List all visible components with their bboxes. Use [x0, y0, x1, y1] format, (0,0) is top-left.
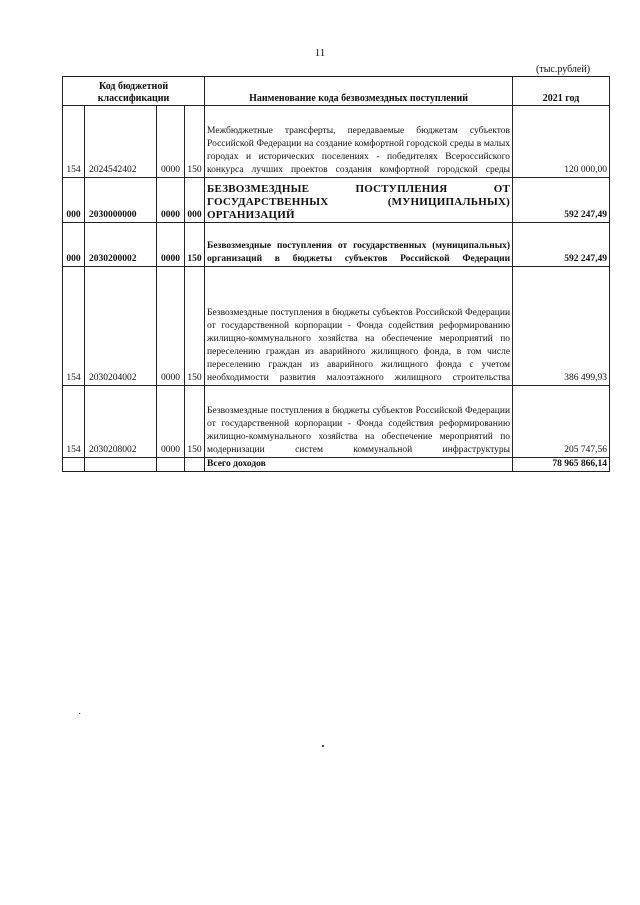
group-code-cell: 150 [185, 386, 205, 458]
amount-cell: 205 747,56 [513, 386, 610, 458]
header-code-classification: Код бюджетной классификации [63, 77, 205, 106]
scan-speck [322, 745, 324, 747]
revenue-name-cell: Безвозмездные поступления в бюджеты субъектов Российской Федерации от государственной корпорации - Фонда содействия реформированию жилищно-коммунального хозяйства на обеспечение мероприятий по модернизации систем коммунальной инфраструктуры [205, 386, 513, 458]
amount-cell: 386 499,93 [513, 267, 610, 386]
header-year: 2021 год [513, 77, 610, 106]
table-row [63, 178, 610, 223]
kbk-code-cell: 2030204002 [85, 267, 157, 386]
scan-speck: ˙ [78, 712, 82, 723]
subtype-code-cell: 0000 [157, 223, 185, 267]
admin-code-cell: 154 [63, 386, 85, 458]
total-amount: 78 965 866,14 [513, 458, 610, 472]
amount-cell: 592 247,49 [513, 178, 610, 223]
subtype-code-cell: 0000 [157, 267, 185, 386]
kbk-code-cell: 2030200002 [85, 223, 157, 267]
subtype-code-cell: 0000 [157, 386, 185, 458]
table-row [63, 267, 610, 386]
empty-cell [63, 458, 85, 472]
empty-cell [157, 458, 185, 472]
revenue-name-cell: Безвозмездные поступления от государственных (муниципальных) организаций в бюджеты субъектов Российской Федерации [205, 223, 513, 267]
page-number: 11 [314, 47, 326, 59]
kbk-code-cell: 2030208002 [85, 386, 157, 458]
empty-cell [85, 458, 157, 472]
group-code-cell: 150 [185, 223, 205, 267]
table-row [63, 386, 610, 458]
header-name: Наименование кода безвозмездных поступлений [205, 77, 513, 106]
group-code-cell: 000 [185, 178, 205, 223]
group-code-cell: 150 [185, 267, 205, 386]
admin-code-cell: 154 [63, 106, 85, 178]
revenue-table [62, 76, 610, 472]
total-label: Всего доходов [205, 458, 513, 472]
revenue-name-cell: Безвозмездные поступления в бюджеты субъектов Российской Федерации от государственной корпорации - Фонда содействия реформированию жилищно-коммунального хозяйства на обеспечение мероприятий по переселению граждан из аварийного жилищного фонда, в том числе переселению граждан из аварийного жилищного фонда с учетом необходимости развития малоэтажного жилищного строительства [205, 267, 513, 386]
empty-cell [185, 458, 205, 472]
total-row [63, 458, 610, 472]
admin-code-cell: 154 [63, 267, 85, 386]
subtype-code-cell: 0000 [157, 106, 185, 178]
amount-cell: 120 000,00 [513, 106, 610, 178]
admin-code-cell: 000 [63, 223, 85, 267]
revenue-name-cell: Межбюджетные трансферты, передаваемые бюджетам субъектов Российской Федерации на создание комфортной городской среды в малых городах и исторических поселениях - победителях Всероссийского конкурса лучших проектов создания комфортной городской среды [205, 106, 513, 178]
table-header-row [63, 77, 610, 106]
revenue-name-cell: БЕЗВОЗМЕЗДНЫЕ ПОСТУПЛЕНИЯ ОТ ГОСУДАРСТВЕННЫХ (МУНИЦИПАЛЬНЫХ) ОРГАНИЗАЦИЙ [205, 178, 513, 223]
amount-cell: 592 247,49 [513, 223, 610, 267]
group-code-cell: 150 [185, 106, 205, 178]
table-row [63, 106, 610, 178]
admin-code-cell: 000 [63, 178, 85, 223]
subtype-code-cell: 0000 [157, 178, 185, 223]
kbk-code-cell: 2024542402 [85, 106, 157, 178]
kbk-code-cell: 2030000000 [85, 178, 157, 223]
units-label: (тыс.рублей) [536, 64, 591, 75]
table-row [63, 223, 610, 267]
